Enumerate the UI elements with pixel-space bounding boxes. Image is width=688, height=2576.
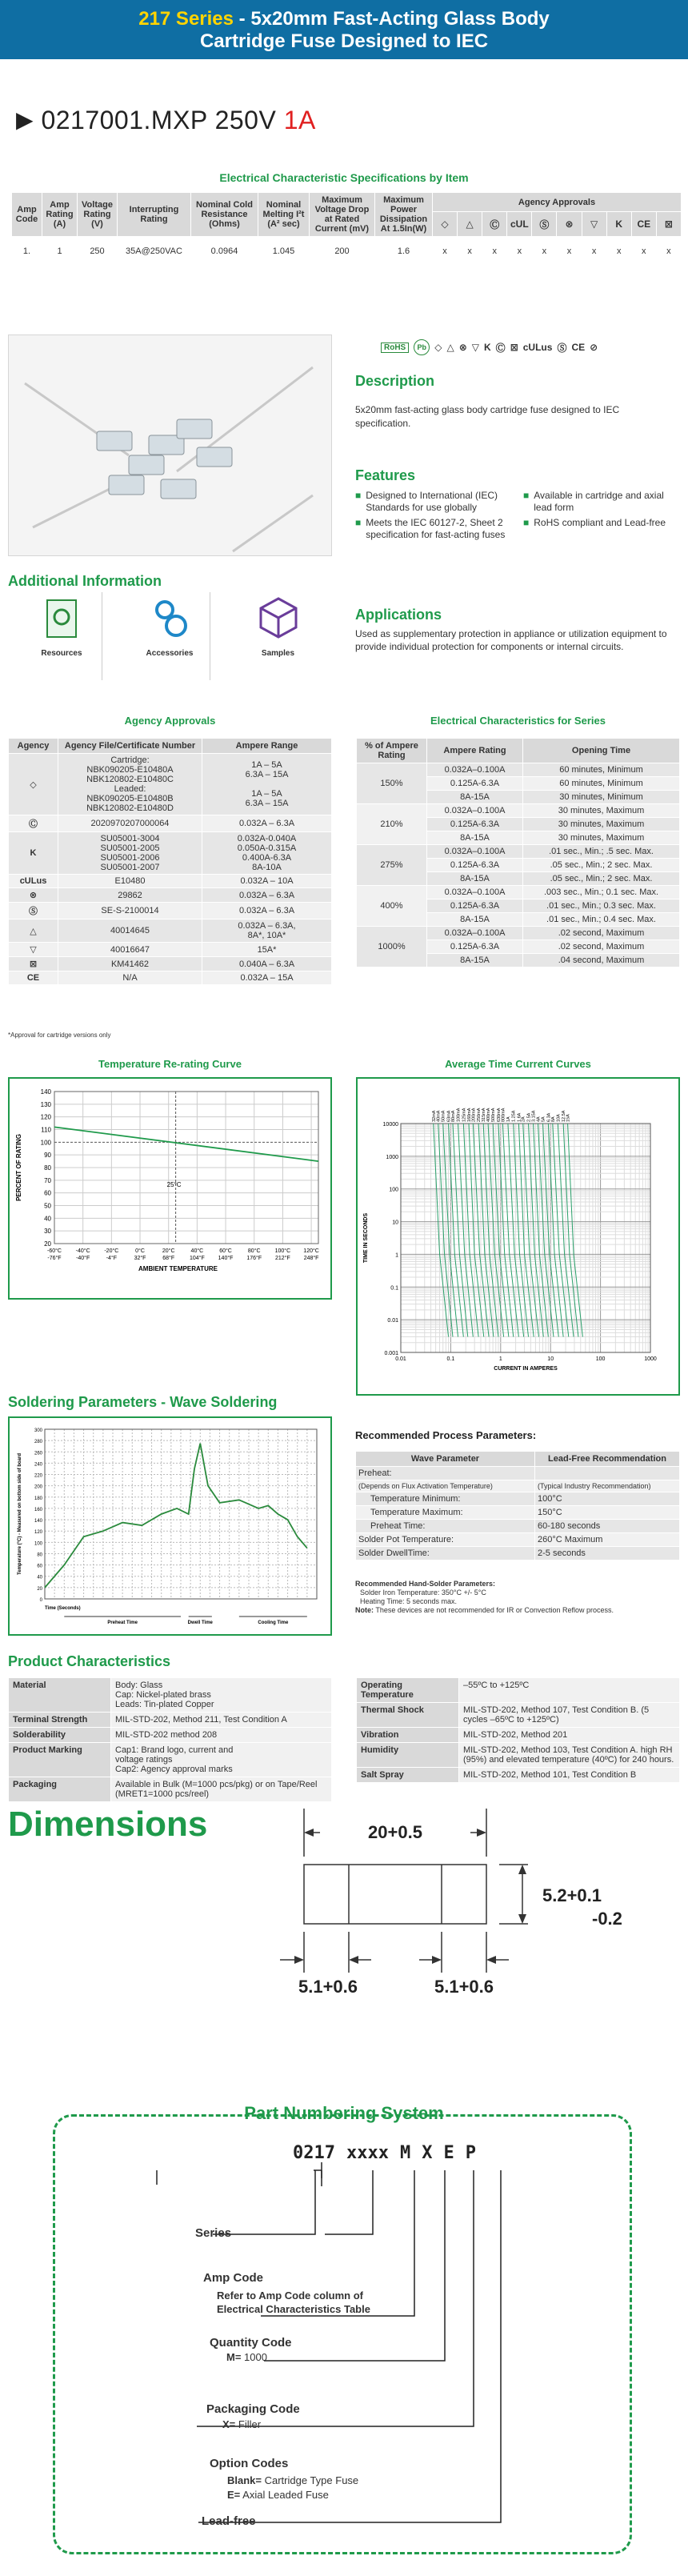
solder-ytick: 300 bbox=[34, 1428, 42, 1433]
ce-icon: CE bbox=[571, 342, 586, 353]
ce-circle-icon: ⊘ bbox=[590, 342, 598, 353]
rerate-xtick: 120°C bbox=[303, 1248, 319, 1254]
tcc-ytick: 0.001 bbox=[384, 1351, 398, 1356]
solder-ytick: 280 bbox=[34, 1440, 42, 1445]
tcc-series-label: 10A bbox=[556, 1114, 562, 1122]
solder-ytick: 20 bbox=[37, 1586, 42, 1592]
dim-length: 20+0.5 bbox=[368, 1822, 422, 1842]
samples-icon bbox=[254, 592, 302, 645]
tcc-series-label: 12.5A bbox=[562, 1110, 567, 1122]
rerate-ytick: 120 bbox=[40, 1113, 51, 1121]
solder-xlabel: Time (Seconds) bbox=[45, 1606, 81, 1611]
pns-lead-free: Lead-free bbox=[202, 2514, 256, 2528]
tcc-series-label: 315mA bbox=[482, 1108, 487, 1122]
series-name: 217 Series bbox=[138, 8, 234, 30]
tcc-xtick: 0.01 bbox=[395, 1356, 406, 1362]
elec-row: 400% 0.032A–0.100A .003 sec., Min.; 0.1 sec. Max. bbox=[357, 886, 680, 899]
dim-diameter-tol: -0.2 bbox=[592, 1909, 622, 1929]
elec-row: 8A-15A .04 second, Maximum bbox=[357, 954, 680, 968]
kc-icon: K bbox=[484, 342, 491, 353]
dim-diameter: 5.2+0.1 bbox=[542, 1885, 602, 1905]
tcc-series-label: 8A bbox=[550, 1116, 556, 1122]
rerate-ytick: 30 bbox=[44, 1228, 51, 1236]
agency-row: K SU05001-3004 SU05001-2005 SU05001-2006 SU05001-2007 0.032A-0.040A 0.050A-0.315A 0.400A-6.3A 8A-10A bbox=[9, 832, 332, 875]
rerate-xlabel: AMBIENT TEMPERATURE bbox=[138, 1265, 218, 1272]
resources-link[interactable]: Resources bbox=[22, 592, 102, 680]
product-image bbox=[8, 335, 332, 556]
ul-icon: cULus bbox=[9, 875, 58, 888]
tcc-ytick: 0.1 bbox=[390, 1285, 398, 1292]
elec-series-title: Electrical Characteristics for Series bbox=[430, 715, 606, 727]
solder-ytick: 140 bbox=[34, 1519, 42, 1524]
agency-note: *Approval for cartridge versions only bbox=[8, 1032, 111, 1039]
bsi-icon: △ bbox=[446, 342, 454, 353]
pns-diagram bbox=[53, 2114, 632, 2554]
pns-series: Series bbox=[195, 2226, 232, 2240]
elec-row: 8A-15A 30 minutes, Minimum bbox=[357, 791, 680, 804]
tcc-series-label: 800mA bbox=[501, 1108, 506, 1122]
rohs-icon: RoHS bbox=[381, 343, 409, 353]
solder-phase3: Cooling Time bbox=[258, 1621, 289, 1625]
product-char-right bbox=[356, 1677, 680, 1783]
elec-series-table: % of Ampere Rating Ampere Rating Opening Time 150% 0.032A–0.100A 60 minutes, Minimum 0.125A-6.3A 60 minutes, Minimum 8A-15A 30 minutes, Minimum 210% 0.032A–0.100A 30 minutes, Maximum 0.125A-6.3A 30 minutes, Maximum 8A-15A 30 minutes, Maximum 275% 0.032A–0.100A .01 sec., Min.; .5 sec. Max. 0.125A-6.3A .05 sec., Min.; 2 sec. Max. 8A-15A .05 sec., Min.; 2 sec. Max. 400% 0.032A–0.100A .003 sec., Min.; 0.1 sec. Max. 0.125A-6.3A .01 sec., Min.; 0.3 sec. Max. 8A-15A .01 sec., Min.; 0.4 sec. Max. 1000% 0.032A–0.100A .02 second, Maximum 0.125A-6.3A .02 second, Maximum 8A-15A .04 second, Maximum bbox=[356, 738, 680, 968]
play-icon: ▶ bbox=[16, 107, 34, 132]
agency-row: Ⓢ SE-S-2100014 0.032A – 6.3A bbox=[9, 903, 332, 919]
rerate-xtick: -20°C bbox=[104, 1248, 119, 1254]
solder-ytick: 100 bbox=[34, 1541, 42, 1547]
rerate-ytick: 80 bbox=[44, 1164, 51, 1172]
elec-row: 8A-15A .01 sec., Min.; 0.4 sec. Max. bbox=[357, 913, 680, 927]
dimensions-drawing bbox=[272, 1801, 688, 2049]
rerate-xtick: 40°C bbox=[190, 1248, 204, 1254]
elec-row: 0.125A-6.3A 30 minutes, Maximum bbox=[357, 818, 680, 831]
product-char-row: Vibration MIL-STD-202, Method 201 bbox=[357, 1728, 680, 1743]
kema-icon: ⊠ bbox=[656, 212, 681, 237]
agency-approvals-title: Agency Approvals bbox=[124, 715, 216, 727]
rerate-xtick-f: 68°F bbox=[162, 1256, 175, 1261]
spec-table-title: Electrical Characteristic Specifications by Item bbox=[219, 171, 469, 184]
process-title: Recommended Process Parameters: bbox=[355, 1429, 537, 1441]
process-row: Temperature Minimum: 100°C bbox=[356, 1492, 680, 1506]
rerate-ytick: 70 bbox=[44, 1176, 51, 1184]
tcc-ytick: 100 bbox=[389, 1187, 398, 1193]
applications-title: Applications bbox=[355, 607, 442, 623]
agency-row: Ⓒ 2020970207000064 0.032A – 6.3A bbox=[9, 815, 332, 832]
tcc-series-label: 4A bbox=[536, 1116, 542, 1122]
kc-icon: K bbox=[606, 212, 631, 237]
solder-ytick: 0 bbox=[39, 1598, 42, 1603]
tcc-series-label: 32mA bbox=[431, 1110, 437, 1122]
feature-item: ■ RoHS compliant and Lead-free bbox=[523, 517, 666, 528]
header-title-1: 5x20mm Fast-Acting Glass Body bbox=[250, 8, 550, 30]
rerate-xtick-f: 32°F bbox=[134, 1256, 146, 1261]
solder-ytick: 200 bbox=[34, 1484, 42, 1490]
rerate-xtick-f: 212°F bbox=[275, 1256, 290, 1261]
tcc-chart bbox=[356, 1077, 680, 1396]
samples-link[interactable]: Samples bbox=[238, 592, 318, 680]
rerate-ytick: 40 bbox=[44, 1215, 51, 1223]
elec-row: 0.125A-6.3A 60 minutes, Minimum bbox=[357, 777, 680, 791]
pse-icon: ◇ bbox=[9, 754, 58, 815]
pns-pkg: Packaging Code bbox=[206, 2402, 300, 2416]
rerate-ytick: 60 bbox=[44, 1189, 51, 1197]
tcc-series-label: 125mA bbox=[462, 1108, 467, 1122]
product-rating: 1A bbox=[283, 106, 316, 134]
process-notes: Recommended Hand-Solder Parameters: Solder Iron Temperature: 350°C +/- 5°C Heating Time: 5 seconds max. Note: These devices are not recommended for IR or Convection Reflow process. bbox=[355, 1580, 614, 1614]
tcc-series-label: 63mA bbox=[446, 1110, 452, 1122]
pb-free-icon: Pb bbox=[414, 339, 430, 355]
product-title bbox=[16, 106, 316, 135]
agency-approvals-table: Agency Agency File/Certificate Number Ampere Range ◇ Cartridge: NBK090205-E10480A NBK120802-E10480C Leaded: NBK090205-E10480B NBK120802-E10480D 1A – 5A 6.3A – 15A 1A – 5A 6.3A – 15A Ⓒ 2020970207000064 0.032A – 6.3A K SU05001-3004 SU05001-2005 SU05001-2006 SU05001-2007 0.032A-0.040A 0.050A-0.315A 0.400A-6.3A 8A-10A cULus E10480 0.032A – 10A ⊗ 29862 0.032A – 6.3A Ⓢ SE-S-2100014 0.032A – 6.3A △ 40014645 0.032A – 6.3A, 8A*, 10A* ▽ 40016647 15A* ⊠ KM41462 0.040A – 6.3A CE N/A 0.032A – 15A bbox=[8, 738, 332, 985]
rerate-25c-label: 25°C bbox=[166, 1180, 182, 1188]
pse-icon: ◇ bbox=[434, 342, 442, 353]
tcc-ytick: 1000 bbox=[386, 1154, 398, 1160]
rerating-plot bbox=[10, 1079, 330, 1298]
tcc-xtick: 0.1 bbox=[446, 1356, 455, 1362]
pns-title: Part Numbering System bbox=[244, 2103, 444, 2123]
tcc-xtick: 10 bbox=[547, 1356, 554, 1362]
tcc-series-label: 80mA bbox=[450, 1110, 456, 1122]
feature-item: ■ Available in cartridge and axial lead form bbox=[523, 490, 664, 513]
rerating-chart bbox=[8, 1077, 332, 1300]
pns-opt: Option Codes bbox=[210, 2457, 289, 2470]
tcc-series-label: 5A bbox=[541, 1116, 546, 1122]
rerate-xtick: 0°C bbox=[135, 1248, 145, 1254]
agency-row: ▽ 40016647 15A* bbox=[9, 943, 332, 957]
product-char-row: Packaging Available in Bulk (M=1000 pcs/pkg) or on Tape/Reel (MRET1=1000 pcs/reel) bbox=[9, 1777, 332, 1802]
pse-icon: ◇ bbox=[433, 212, 458, 237]
ce-icon: CE bbox=[631, 212, 656, 237]
solder-phase1: Preheat Time bbox=[107, 1621, 138, 1625]
rerate-xtick-f: 248°F bbox=[303, 1256, 319, 1261]
product-char-row: Terminal Strength MIL-STD-202, Method 211, Test Condition A bbox=[9, 1713, 332, 1728]
agency-row: ⊠ KM41462 0.040A – 6.3A bbox=[9, 957, 332, 972]
tcc-series-label: 6.3A bbox=[546, 1112, 552, 1122]
tcc-xtick: 100 bbox=[595, 1356, 606, 1362]
rerate-xtick-f: -40°F bbox=[76, 1256, 90, 1261]
tcc-series-label: 40mA bbox=[436, 1110, 442, 1122]
tcc-xlabel: CURRENT IN AMPERES bbox=[494, 1366, 558, 1372]
agency-approvals-header: Agency Approvals bbox=[433, 193, 682, 212]
product-part: 0217001.MXP 250V bbox=[41, 106, 277, 134]
solder-chart bbox=[8, 1416, 332, 1636]
tcc-series-label: 100mA bbox=[456, 1108, 462, 1122]
product-char-title: Product Characteristics bbox=[8, 1653, 171, 1669]
rerate-ytick: 130 bbox=[40, 1100, 51, 1108]
rerate-xtick: 60°C bbox=[219, 1248, 232, 1254]
rerate-ytick: 20 bbox=[44, 1240, 51, 1248]
tcc-series-label: 630mA bbox=[496, 1108, 502, 1122]
tcc-series-label: 2A bbox=[521, 1116, 526, 1122]
dim-cap-left: 5.1+0.6 bbox=[298, 1977, 358, 1997]
product-char-row: Product Marking Cap1: Brand logo, current and voltage ratings Cap2: Agency approval marks bbox=[9, 1743, 332, 1777]
kema-icon: ⊠ bbox=[9, 957, 58, 972]
tcc-series-label: 2.5A bbox=[526, 1112, 532, 1122]
ul-icon: cULus bbox=[522, 342, 553, 353]
product-char-row: Solderability MIL-STD-202 method 208 bbox=[9, 1728, 332, 1743]
elec-row: 150% 0.032A–0.100A 60 minutes, Minimum bbox=[357, 763, 680, 777]
rerate-xtick: 100°C bbox=[274, 1248, 291, 1254]
ccc-icon: Ⓒ bbox=[495, 342, 506, 354]
feature-item: ■ Designed to International (IEC) Standards for use globally bbox=[355, 490, 498, 513]
ccc-icon: Ⓒ bbox=[9, 815, 58, 832]
tcc-series-label: 15A bbox=[566, 1114, 571, 1122]
tcc-curve bbox=[518, 1124, 534, 1337]
tcc-series-label: 500mA bbox=[491, 1108, 497, 1122]
rerate-ytick: 100 bbox=[40, 1139, 51, 1147]
product-char-row: Operating Temperature –55ºC to +125ºC bbox=[357, 1678, 680, 1703]
additional-info-title: Additional Information bbox=[8, 573, 162, 589]
nom-icon: ⊗ bbox=[9, 888, 58, 903]
ccc-icon: Ⓒ bbox=[482, 212, 507, 237]
tcc-series-label: 3.15A bbox=[531, 1110, 537, 1122]
solder-ytick: 160 bbox=[34, 1507, 42, 1512]
feature-item: ■ Meets the IEC 60127-2, Sheet 2 specification for fast-acting fuses bbox=[355, 517, 506, 540]
tcc-series-label: 250mA bbox=[477, 1108, 482, 1122]
solder-plot bbox=[10, 1418, 330, 1634]
rerate-curve bbox=[54, 1127, 318, 1161]
process-row: Solder DwellTime: 2-5 seconds bbox=[356, 1547, 680, 1560]
elec-row: 210% 0.032A–0.100A 30 minutes, Maximum bbox=[357, 804, 680, 818]
tcc-series-label: 50mA bbox=[441, 1110, 446, 1122]
bsi-icon: △ bbox=[9, 919, 58, 943]
accessories-link[interactable]: Accessories bbox=[130, 592, 210, 680]
solder-ytick: 40 bbox=[37, 1575, 42, 1580]
elec-row: 0.125A-6.3A .01 sec., Min.; 0.3 sec. Max. bbox=[357, 899, 680, 913]
product-char-row: Humidity MIL-STD-202, Method 103, Test Condition A. high RH (95%) and elevated temperature (40ºC) for 240 hours. bbox=[357, 1743, 680, 1768]
tcc-series-label: 1.25A bbox=[511, 1110, 517, 1122]
process-row: Preheat Time: 60-180 seconds bbox=[356, 1520, 680, 1533]
rerate-ytick: 90 bbox=[44, 1152, 51, 1160]
tcc-series-label: 1.6A bbox=[517, 1112, 522, 1122]
solder-phase2: Dwell Time bbox=[187, 1621, 213, 1625]
tcc-curve bbox=[469, 1124, 484, 1337]
tcc-series-label: 200mA bbox=[471, 1108, 477, 1122]
rerate-xtick: -40°C bbox=[75, 1248, 90, 1254]
solder-ylabel: Temperature (°C) - Measured on bottom side of board bbox=[18, 1453, 22, 1575]
solder-ytick: 240 bbox=[34, 1462, 42, 1468]
rerate-ytick: 140 bbox=[40, 1088, 51, 1096]
rerate-xtick-f: -76°F bbox=[47, 1256, 62, 1261]
nom-icon: ⊗ bbox=[557, 212, 582, 237]
features-left bbox=[355, 490, 515, 541]
dimensions-title: Dimensions bbox=[8, 1805, 208, 1844]
semko-icon: Ⓢ bbox=[557, 342, 567, 354]
tcc-ytick: 1 bbox=[395, 1252, 398, 1259]
agency-row: CE N/A 0.032A – 15A bbox=[9, 972, 332, 985]
bsi-icon: △ bbox=[458, 212, 482, 237]
resources-icon bbox=[38, 592, 86, 645]
pns-qty-desc: M= 1000 bbox=[226, 2351, 267, 2363]
rerating-title: Temperature Re-rating Curve bbox=[98, 1058, 242, 1070]
solder-ytick: 180 bbox=[34, 1496, 42, 1501]
fuse-drawing bbox=[272, 1801, 688, 2049]
tcc-ytick: 0.01 bbox=[387, 1318, 398, 1324]
rerate-xtick: 80°C bbox=[247, 1248, 261, 1254]
spec-table: Amp Code Amp Rating (A) Voltage Rating (V) Interrupting Rating Nominal Cold Resistance (Ohms) Nominal Melting I²t (A² sec) Maximum Voltage Drop at Rated Current (mV) Maximum Power Dissipation At 1.5In(W) Agency Approvals ◇ △ Ⓒ cUL Ⓢ ⊗ ▽ K CE ⊠ 1. 1 250 35A@250VAC 0.0964 1.045 200 1.6 x x x x x x x x x x bbox=[11, 192, 682, 266]
pns-opt-desc: Blank= Cartridge Type Fuse E= Axial Leaded Fuse bbox=[227, 2474, 359, 2501]
rerate-xtick: -60°C bbox=[47, 1248, 62, 1254]
rerate-ytick: 50 bbox=[44, 1202, 51, 1210]
tcc-ytick: 10000 bbox=[382, 1122, 398, 1128]
process-row: (Depends on Flux Activation Temperature) (Typical Industry Recommendation) bbox=[356, 1480, 680, 1492]
process-row: Temperature Maximum: 150°C bbox=[356, 1506, 680, 1520]
tcc-ylabel: TIME IN SECONDS bbox=[363, 1212, 369, 1264]
rerate-xtick-f: 104°F bbox=[189, 1256, 205, 1261]
solder-ytick: 80 bbox=[37, 1552, 42, 1558]
applications-text: Used as supplementary protection in appliance or utilization equipment to provide individual protection for components or internal circuits. bbox=[355, 628, 667, 652]
kema-icon: ⊠ bbox=[510, 342, 518, 353]
accessories-icon bbox=[146, 592, 194, 645]
description-title: Description bbox=[355, 373, 435, 389]
solder-title: Soldering Parameters - Wave Soldering bbox=[8, 1394, 278, 1410]
features-right bbox=[523, 490, 683, 529]
rerate-xtick-f: 176°F bbox=[246, 1256, 262, 1261]
semko-icon: Ⓢ bbox=[9, 903, 58, 919]
agency-row: ◇ Cartridge: NBK090205-E10480A NBK120802-E10480C Leaded: NBK090205-E10480B NBK120802-E10480D 1A – 5A 6.3A – 15A 1A – 5A 6.3A – 15A bbox=[9, 754, 332, 815]
nom-icon: ⊗ bbox=[458, 342, 467, 353]
pns-pkg-desc: X= Filler bbox=[222, 2418, 262, 2430]
fuse-photo bbox=[9, 335, 333, 557]
product-char-left bbox=[8, 1677, 332, 1802]
tcc-xtick: 1000 bbox=[644, 1356, 657, 1362]
pns-qty: Quantity Code bbox=[210, 2336, 292, 2350]
spec-row: 1. 1 250 35A@250VAC 0.0964 1.045 200 1.6 x x x x x x x x x x bbox=[12, 237, 682, 266]
tcc-series-label: 160mA bbox=[466, 1108, 472, 1122]
agency-row: cULus E10480 0.032A – 10A bbox=[9, 875, 332, 888]
elec-row: 1000% 0.032A–0.100A .02 second, Maximum bbox=[357, 927, 680, 940]
pns-amp-desc: Refer to Amp Code column of Electrical Characteristics Table bbox=[217, 2290, 370, 2315]
pns-code: 0217 xxxx M X E P bbox=[293, 2143, 476, 2163]
description-text: 5x20mm fast-acting glass body cartridge fuse designed to IEC specification. bbox=[355, 404, 620, 429]
solder-ytick: 220 bbox=[34, 1473, 42, 1479]
agency-row: ⊗ 29862 0.032A – 6.3A bbox=[9, 888, 332, 903]
header-title-2: Cartridge Fuse Designed to IEC bbox=[199, 30, 489, 52]
rerate-xtick-f: -4°F bbox=[106, 1256, 118, 1261]
ul-icon: cUL bbox=[507, 212, 532, 237]
tcc-xtick: 1 bbox=[498, 1356, 502, 1362]
agency-row: △ 40014645 0.032A – 6.3A, 8A*, 10A* bbox=[9, 919, 332, 943]
product-char-row: Salt Spray MIL-STD-202, Method 101, Test Condition B bbox=[357, 1768, 680, 1783]
process-row: Preheat: bbox=[356, 1467, 680, 1480]
product-char-row: Thermal Shock MIL-STD-202, Method 107, Test Condition B. (5 cycles –65ºC to +125ºC) bbox=[357, 1703, 680, 1728]
vde-icon: ▽ bbox=[582, 212, 606, 237]
tcc-title: Average Time Current Curves bbox=[445, 1058, 591, 1070]
solder-ytick: 60 bbox=[37, 1564, 42, 1569]
rerate-xtick: 20°C bbox=[162, 1248, 175, 1254]
vde-icon: ▽ bbox=[9, 943, 58, 957]
additional-info bbox=[8, 592, 332, 680]
tcc-ytick: 10 bbox=[392, 1220, 398, 1226]
tcc-plot bbox=[358, 1079, 678, 1394]
header-banner: 217 Series - 5x20mm Fast-Acting Glass Body Cartridge Fuse Designed to IEC bbox=[0, 0, 688, 59]
tcc-series-label: 1A bbox=[506, 1116, 511, 1122]
rerate-ylabel: PERCENT OF RATING bbox=[15, 1134, 22, 1201]
solder-ytick: 260 bbox=[34, 1451, 42, 1456]
tcc-series-label: 400mA bbox=[486, 1108, 492, 1122]
rerate-ytick: 110 bbox=[41, 1126, 51, 1134]
vde-icon: ▽ bbox=[471, 342, 479, 353]
features-title: Features bbox=[355, 467, 416, 483]
solder-ytick: 120 bbox=[34, 1530, 42, 1536]
kc-icon: K bbox=[9, 832, 58, 875]
solder-curve bbox=[45, 1444, 307, 1588]
elec-row: 8A-15A 30 minutes, Maximum bbox=[357, 831, 680, 845]
product-char-row: Material Body: Glass Cap: Nickel-plated brass Leads: Tin-plated Copper bbox=[9, 1678, 332, 1713]
elec-row: 275% 0.032A–0.100A .01 sec., Min.; .5 sec. Max. bbox=[357, 845, 680, 859]
rerate-xtick-f: 140°F bbox=[218, 1256, 234, 1261]
process-row: Solder Pot Temperature: 260°C Maximum bbox=[356, 1533, 680, 1547]
elec-row: 8A-15A .05 sec., Min.; 2 sec. Max. bbox=[357, 872, 680, 886]
dim-cap-right: 5.1+0.6 bbox=[434, 1977, 494, 1997]
pns-amp: Amp Code bbox=[203, 2271, 263, 2285]
semko-icon: Ⓢ bbox=[532, 212, 557, 237]
elec-row: 0.125A-6.3A .02 second, Maximum bbox=[357, 940, 680, 954]
ce-icon: CE bbox=[9, 972, 58, 985]
elec-row: 0.125A-6.3A .05 sec., Min.; 2 sec. Max. bbox=[357, 859, 680, 872]
certification-icons bbox=[381, 338, 685, 357]
process-table: Wave Parameter Lead-Free Recommendation Preheat: (Depends on Flux Activation Temperature) (Typical Industry Recommendation) Temperature Minimum: 100°C Temperature Maximum: 150°C Preheat Time: 60-180 seconds Solder Pot Temperature: 260°C Maximum Solder DwellTime: 2-5 seconds bbox=[355, 1451, 680, 1560]
